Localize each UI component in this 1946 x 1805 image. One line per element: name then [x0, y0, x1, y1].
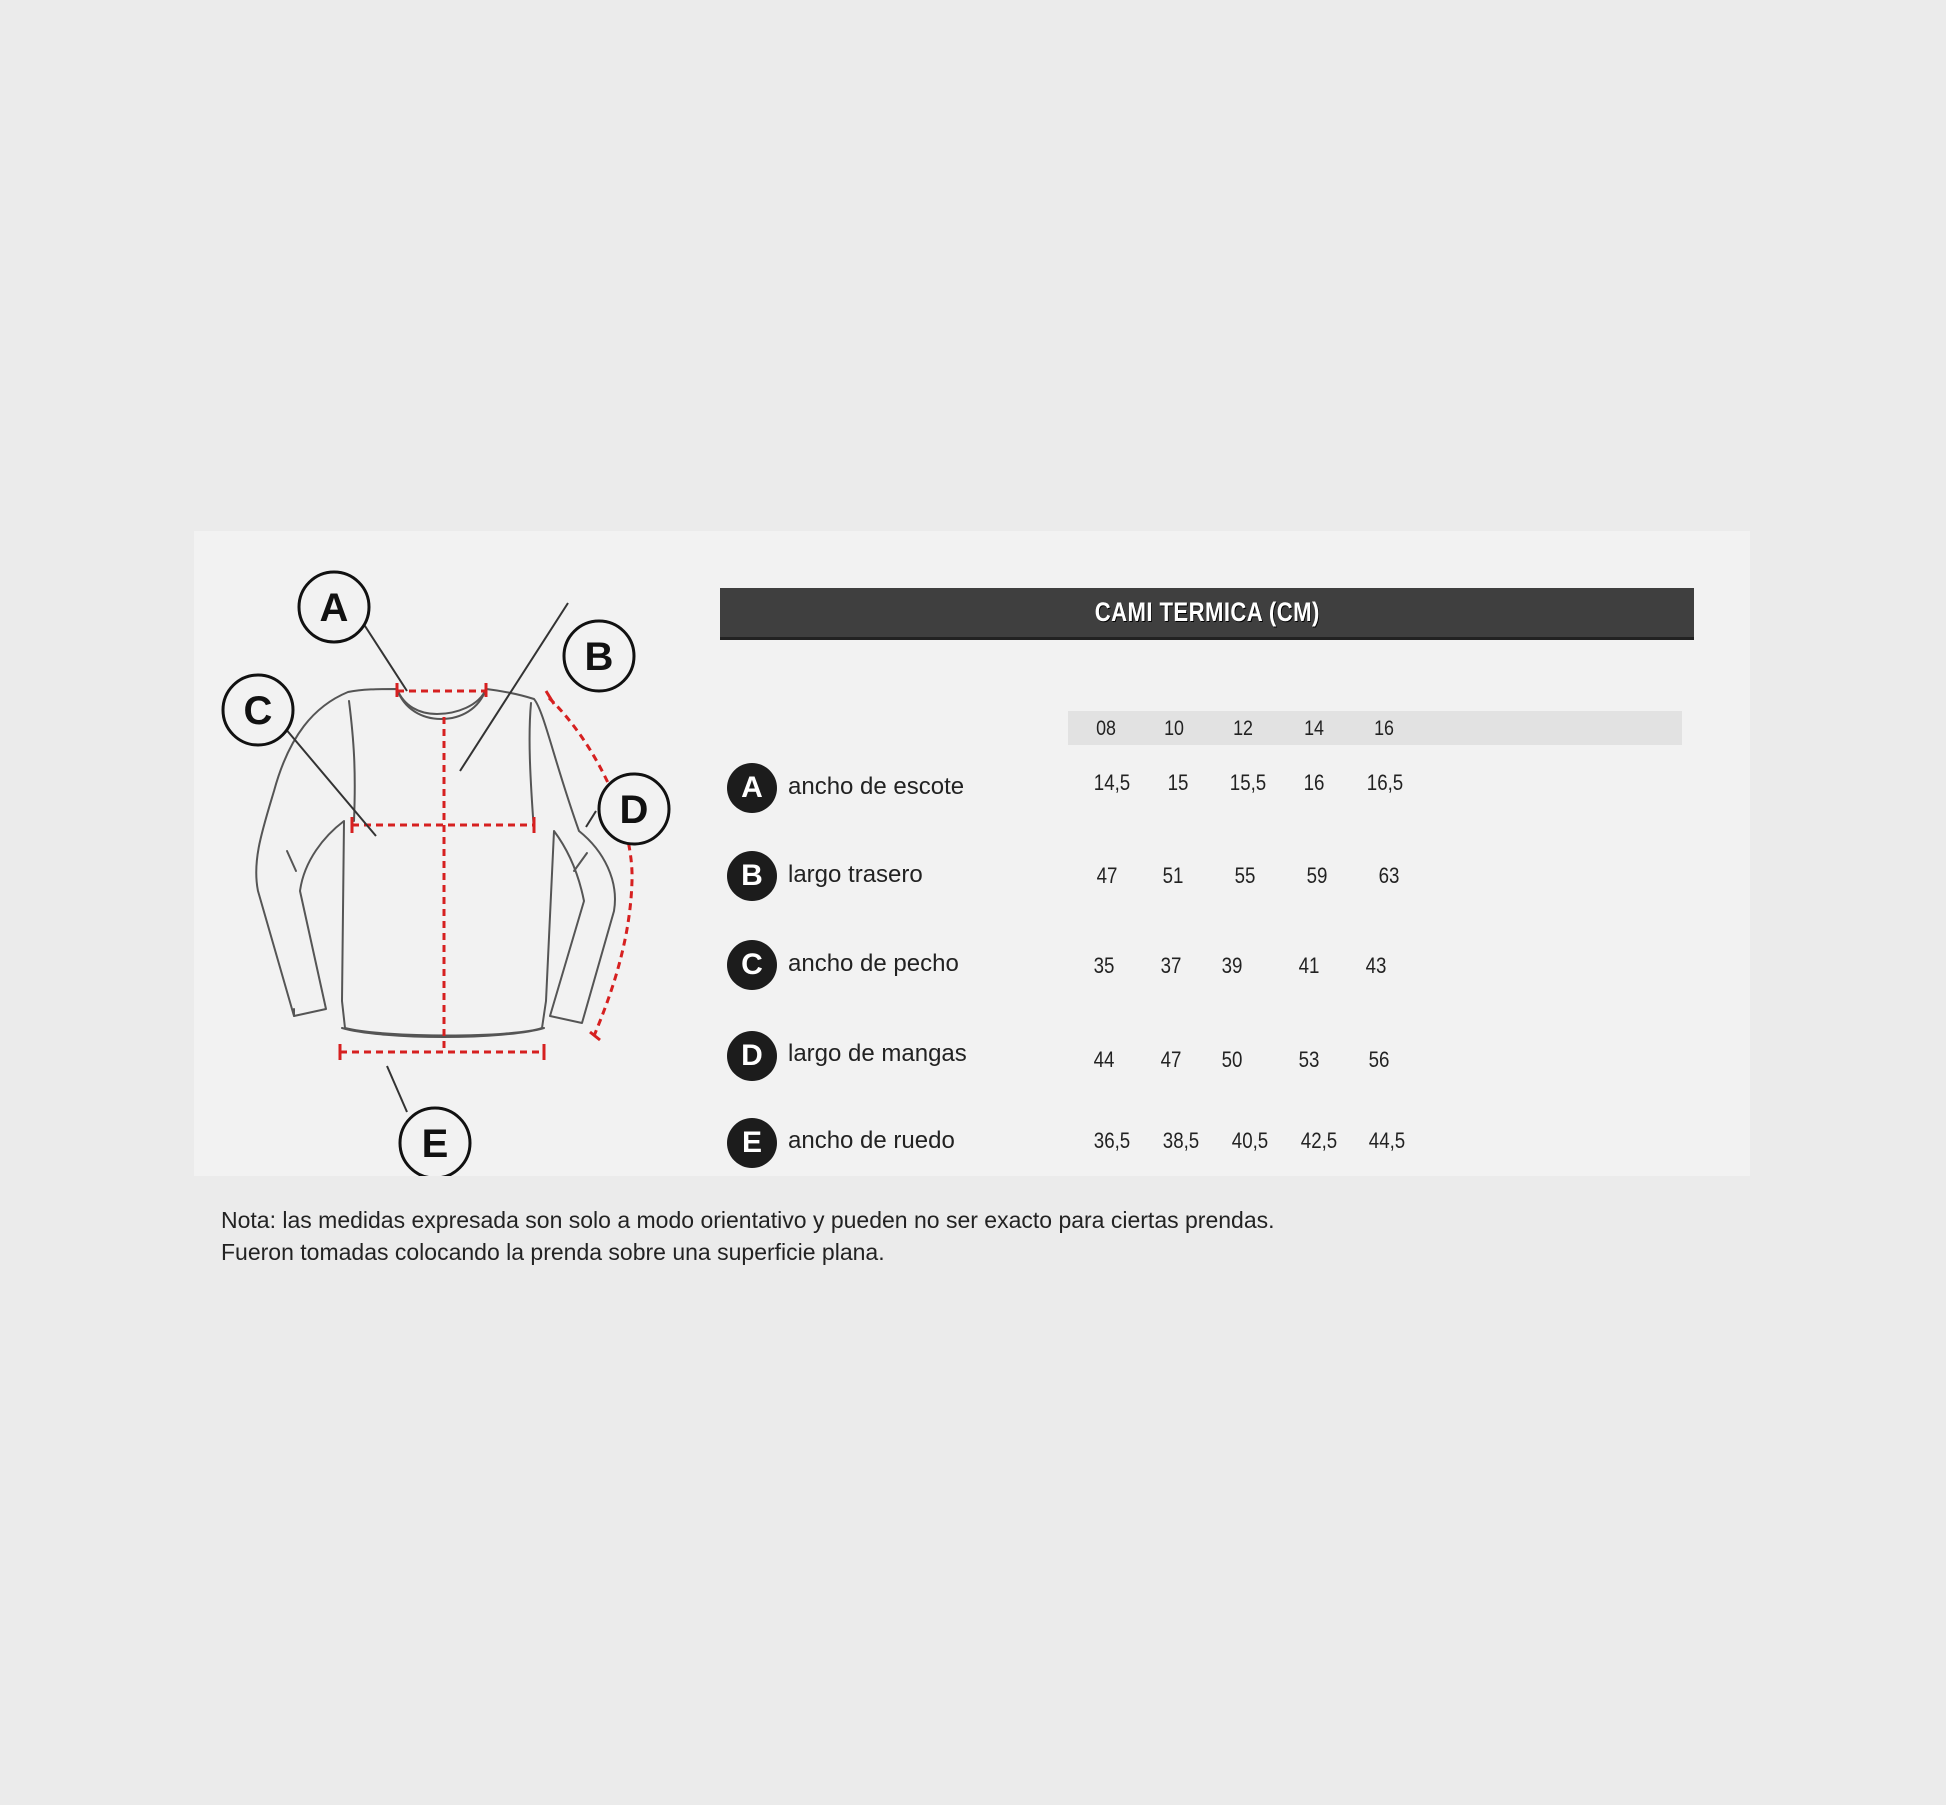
- table-cell: 41: [1298, 953, 1320, 978]
- table-cell: 63: [1378, 863, 1400, 888]
- row-letter-badge: E: [727, 1118, 777, 1168]
- table-cell: 59: [1306, 863, 1328, 888]
- label-e: E: [421, 1122, 449, 1166]
- table-cell: 14,5: [1093, 770, 1131, 795]
- row-name: ancho de ruedo: [788, 1127, 955, 1154]
- label-b: B: [584, 635, 614, 679]
- table-cell: 43: [1365, 953, 1387, 978]
- sleeve-length-line: [549, 698, 632, 1036]
- shirt-illustration: [194, 531, 714, 1176]
- size-label: 10: [1164, 717, 1184, 740]
- measurement-end-ticks: [340, 683, 600, 1060]
- table-cell: 47: [1096, 863, 1118, 888]
- label-d: D: [619, 788, 649, 832]
- table-cell: 39: [1221, 953, 1243, 978]
- row-name: largo de mangas: [788, 1040, 967, 1067]
- table-cell: 50: [1221, 1047, 1243, 1072]
- table-cell: 16: [1303, 770, 1325, 795]
- table-cell: 15,5: [1229, 770, 1267, 795]
- table-cell: 37: [1160, 953, 1182, 978]
- row-letter-badge: D: [727, 1031, 777, 1081]
- chart-title-bar: [720, 588, 1694, 640]
- note-line-2: Fueron tomadas colocando la prenda sobre una superficie plana.: [221, 1239, 885, 1265]
- table-cell: 47: [1160, 1047, 1182, 1072]
- garment-diagram: [194, 531, 714, 1176]
- table-cell: 53: [1298, 1047, 1320, 1072]
- table-cell: 38,5: [1162, 1128, 1200, 1153]
- table-cell: 16,5: [1366, 770, 1404, 795]
- size-chart-panel: [194, 531, 1750, 1176]
- size-label: 14: [1304, 717, 1324, 740]
- row-name: ancho de pecho: [788, 950, 959, 977]
- table-cell: 15: [1167, 770, 1189, 795]
- table-cell: 35: [1093, 953, 1115, 978]
- size-label: 16: [1374, 717, 1394, 740]
- measurement-note: [221, 1204, 1275, 1268]
- row-name: largo trasero: [788, 861, 923, 888]
- table-cell: 51: [1162, 863, 1184, 888]
- table-cell: 44: [1093, 1047, 1115, 1072]
- row-letter-badge: B: [727, 851, 777, 901]
- label-a: A: [319, 586, 349, 630]
- label-c: C: [243, 689, 273, 733]
- table-cell: 55: [1234, 863, 1256, 888]
- table-cell: 42,5: [1300, 1128, 1338, 1153]
- table-cell: 36,5: [1093, 1128, 1131, 1153]
- note-line-1: Nota: las medidas expresada son solo a modo orientativo y pueden no ser exacto para ciertas prendas.: [221, 1207, 1275, 1233]
- row-letter-badge: A: [727, 763, 777, 813]
- size-label: 08: [1096, 717, 1116, 740]
- table-cell: 44,5: [1368, 1128, 1406, 1153]
- shirt-outline: [256, 689, 615, 1037]
- size-label: 12: [1233, 717, 1253, 740]
- chart-title: CAMI TERMICA (CM): [1094, 597, 1320, 627]
- row-letter-badge: C: [727, 940, 777, 990]
- table-cell: 56: [1368, 1047, 1390, 1072]
- table-cell: 40,5: [1231, 1128, 1269, 1153]
- row-name: ancho de escote: [788, 773, 965, 800]
